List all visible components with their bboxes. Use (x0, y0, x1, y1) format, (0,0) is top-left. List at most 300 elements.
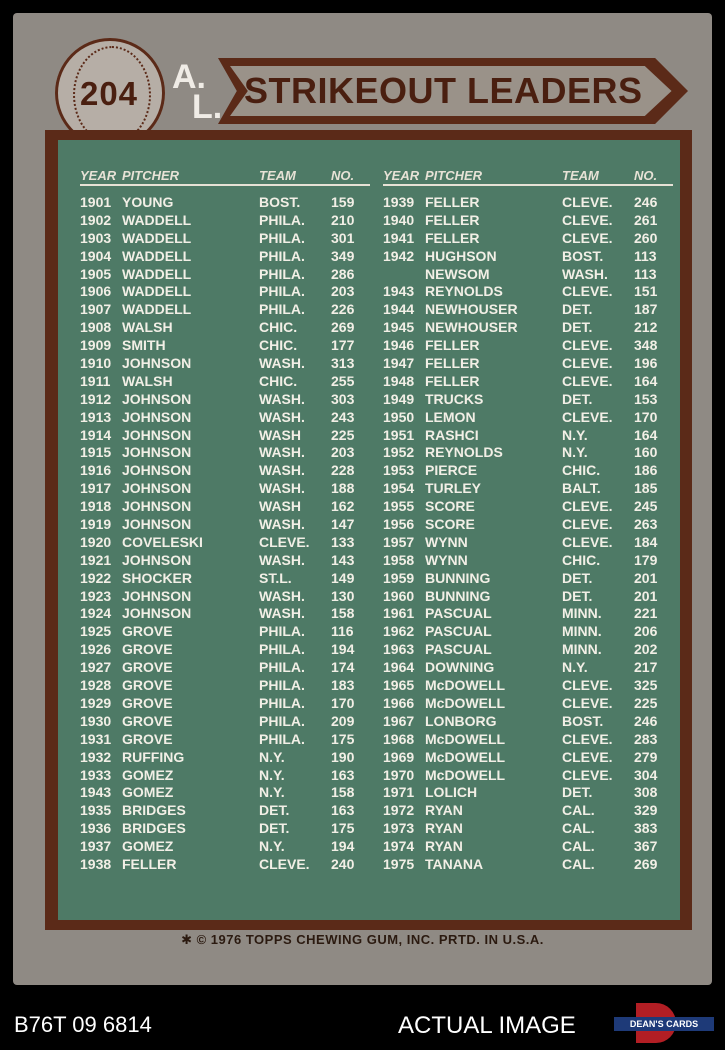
header-team: TEAM (562, 168, 599, 183)
row-team: CAL. (562, 802, 595, 819)
row-year: 1903 (80, 229, 112, 246)
row-number: 153 (634, 390, 658, 407)
row-team: DET. (562, 319, 593, 336)
row-team: WASH. (259, 390, 305, 407)
row-pitcher: JOHNSON (122, 408, 192, 425)
copyright-footer: ✱ © 1976 TOPPS CHEWING GUM, INC. PRTD. IN U.S.A. (181, 932, 544, 947)
table-row (383, 391, 673, 409)
table-row (80, 391, 370, 409)
table-row (383, 641, 673, 659)
row-number: 160 (634, 444, 658, 461)
row-pitcher: JOHNSON (122, 480, 192, 497)
row-number: 303 (331, 390, 355, 407)
row-pitcher: REYNOLDS (425, 444, 503, 461)
row-number: 194 (331, 641, 355, 658)
row-pitcher: McDOWELL (425, 694, 506, 711)
row-pitcher: LOLICH (425, 784, 478, 801)
table-row (80, 695, 370, 713)
column-header (383, 168, 673, 186)
row-number: 246 (634, 712, 658, 729)
row-team: CLEVE. (562, 766, 613, 783)
row-year: 1908 (80, 319, 112, 336)
row-team: N.Y. (562, 659, 588, 676)
table-row (80, 552, 370, 570)
row-year: 1926 (80, 641, 112, 658)
table-row (383, 301, 673, 319)
row-pitcher: REYNOLDS (425, 283, 503, 300)
row-team: BOST. (259, 194, 301, 210)
row-pitcher: RYAN (425, 820, 463, 837)
row-number: 246 (634, 194, 658, 210)
column-header (80, 168, 370, 186)
row-year: 1940 (383, 211, 415, 228)
row-number: 245 (634, 498, 658, 515)
row-year: 1960 (383, 587, 415, 604)
table-row (383, 588, 673, 606)
row-pitcher: JOHNSON (122, 355, 192, 372)
row-year: 1904 (80, 247, 112, 264)
row-pitcher: GROVE (122, 712, 173, 729)
row-year: 1928 (80, 677, 112, 694)
row-number: 130 (331, 587, 355, 604)
table-row (80, 319, 370, 337)
table-row (383, 605, 673, 623)
row-pitcher: GOMEZ (122, 838, 174, 855)
row-year: 1949 (383, 390, 415, 407)
row-number: 194 (331, 838, 355, 855)
row-number: 158 (331, 784, 355, 801)
row-number: 147 (331, 516, 355, 533)
row-number: 113 (634, 247, 657, 264)
row-pitcher: McDOWELL (425, 677, 506, 694)
row-number: 159 (331, 194, 355, 210)
row-pitcher: WADDELL (122, 247, 192, 264)
row-number: 133 (331, 533, 355, 550)
row-number: 209 (331, 712, 355, 729)
row-year: 1951 (383, 426, 415, 443)
table-row (383, 856, 673, 874)
row-number: 201 (634, 587, 658, 604)
row-year: 1907 (80, 301, 112, 318)
row-year: 1930 (80, 712, 112, 729)
inventory-code: B76T 09 6814 (14, 1012, 152, 1037)
row-year: 1956 (383, 516, 415, 533)
table-row (80, 802, 370, 820)
row-year: 1957 (383, 533, 415, 550)
row-number: 162 (331, 498, 355, 515)
row-year: 1910 (80, 355, 112, 372)
row-number: 304 (634, 766, 658, 783)
row-pitcher: WADDELL (122, 265, 192, 282)
row-team: CLEVE. (562, 355, 613, 372)
row-pitcher: McDOWELL (425, 766, 506, 783)
row-number: 240 (331, 855, 355, 872)
row-pitcher: SCORE (425, 516, 475, 533)
row-team: CLEVE. (562, 372, 613, 389)
deans-cards-logo (606, 1003, 716, 1043)
table-row (383, 230, 673, 248)
row-number: 226 (331, 301, 355, 318)
row-team: PHILA. (259, 247, 305, 264)
row-number: 383 (634, 820, 658, 837)
row-number: 175 (331, 820, 355, 837)
row-team: WASH (259, 426, 301, 443)
table-row (80, 534, 370, 552)
row-number: 163 (331, 802, 355, 819)
row-team: BOST. (562, 247, 604, 264)
row-pitcher: FELLER (425, 372, 480, 389)
table-row (80, 767, 370, 785)
header-year: YEAR (80, 168, 117, 183)
row-year: 1905 (80, 265, 112, 282)
row-pitcher: FELLER (122, 855, 177, 872)
table-row (80, 283, 370, 301)
row-year: 1943 (383, 283, 415, 300)
table-row (80, 659, 370, 677)
row-team: DET. (562, 784, 593, 801)
row-team: CLEVE. (562, 533, 613, 550)
row-number: 325 (634, 677, 658, 694)
row-pitcher: RYAN (425, 802, 463, 819)
row-team: CLEVE. (259, 855, 310, 872)
row-team: N.Y. (562, 444, 588, 461)
row-pitcher: NEWSOM (425, 265, 490, 282)
row-pitcher: COVELESKI (122, 533, 203, 550)
header-no: NO. (634, 168, 658, 183)
row-year: 1966 (383, 694, 415, 711)
table-row (80, 570, 370, 588)
card-title: STRIKEOUT LEADERS (244, 70, 643, 111)
leaders-column-right (383, 168, 673, 874)
row-pitcher: WALSH (122, 372, 173, 389)
row-year (383, 266, 425, 284)
row-number: 263 (634, 516, 658, 533)
row-year: 1969 (383, 748, 415, 765)
table-row (80, 588, 370, 606)
row-year: 1948 (383, 372, 415, 389)
row-number: 186 (634, 462, 658, 479)
table-row (383, 767, 673, 785)
row-team: N.Y. (259, 838, 285, 855)
table-row (383, 534, 673, 552)
row-number: 170 (331, 694, 355, 711)
row-year: 1944 (383, 301, 415, 318)
row-team: PHILA. (259, 265, 305, 282)
row-number: 255 (331, 372, 355, 389)
card-number: 204 (79, 75, 139, 112)
row-pitcher: PASCUAL (425, 605, 492, 622)
row-year: 1912 (80, 390, 112, 407)
row-year: 1929 (80, 694, 112, 711)
row-pitcher: PIERCE (425, 462, 478, 479)
row-team: DET. (562, 390, 593, 407)
row-year: 1901 (80, 194, 112, 210)
row-year: 1936 (80, 820, 112, 837)
table-row (80, 641, 370, 659)
row-number: 349 (331, 247, 355, 264)
table-row (383, 480, 673, 498)
row-number: 269 (331, 319, 355, 336)
row-team: DET. (259, 802, 290, 819)
table-row (383, 283, 673, 301)
row-number: 260 (634, 229, 658, 246)
table-row (80, 337, 370, 355)
row-pitcher: HUGHSON (425, 247, 497, 264)
row-team: WASH. (259, 587, 305, 604)
row-team: CHIC. (259, 372, 298, 389)
row-pitcher: BRIDGES (122, 802, 186, 819)
table-row (383, 749, 673, 767)
row-pitcher: LEMON (425, 408, 476, 425)
row-team: CLEVE. (562, 516, 613, 533)
row-year: 1927 (80, 659, 112, 676)
row-number: 225 (331, 426, 355, 443)
row-pitcher: DOWNING (425, 659, 495, 676)
row-year: 1958 (383, 551, 415, 568)
row-pitcher: TURLEY (425, 480, 481, 497)
table-row (80, 820, 370, 838)
table-row (80, 248, 370, 266)
row-year: 1914 (80, 426, 112, 443)
league-letter-a: A. (172, 58, 206, 96)
row-number: 279 (634, 748, 658, 765)
table-row (80, 355, 370, 373)
header-year: YEAR (383, 168, 420, 183)
header-pitcher: PITCHER (425, 168, 483, 183)
row-pitcher: BRIDGES (122, 820, 186, 837)
row-pitcher: GROVE (122, 641, 173, 658)
row-team: CLEVE. (562, 748, 613, 765)
row-team: WASH. (259, 480, 305, 497)
row-number: 308 (634, 784, 658, 801)
table-row (383, 695, 673, 713)
row-year: 1906 (80, 283, 112, 300)
row-pitcher: FELLER (425, 194, 480, 210)
row-pitcher: JOHNSON (122, 462, 192, 479)
row-year: 1918 (80, 498, 112, 515)
row-year: 1974 (383, 838, 415, 855)
table-row (383, 713, 673, 731)
row-number: 149 (331, 569, 355, 586)
table-row (383, 212, 673, 230)
row-year: 1942 (383, 247, 415, 264)
row-number: 329 (634, 802, 658, 819)
row-year: 1972 (383, 802, 415, 819)
row-number: 151 (634, 283, 658, 300)
row-team: WASH. (259, 408, 305, 425)
row-year: 1917 (80, 480, 112, 497)
row-team: CHIC. (259, 337, 298, 354)
row-year: 1921 (80, 551, 112, 568)
row-team: DET. (562, 587, 593, 604)
row-year: 1965 (383, 677, 415, 694)
table-row (383, 552, 673, 570)
row-team: N.Y. (259, 766, 285, 783)
row-pitcher: SHOCKER (122, 569, 193, 586)
row-year: 1935 (80, 802, 112, 819)
row-team: BOST. (562, 712, 604, 729)
leaders-column-left (80, 168, 370, 874)
table-row (383, 820, 673, 838)
header-team: TEAM (259, 168, 296, 183)
row-pitcher: WADDELL (122, 211, 192, 228)
table-row (383, 319, 673, 337)
row-pitcher: SMITH (122, 337, 166, 354)
row-pitcher: FELLER (425, 355, 480, 372)
row-year: 1939 (383, 194, 415, 210)
row-number: 185 (634, 480, 658, 497)
row-number: 158 (331, 605, 355, 622)
row-year: 1952 (383, 444, 415, 461)
table-row (80, 623, 370, 641)
row-team: N.Y. (259, 784, 285, 801)
row-pitcher: JOHNSON (122, 587, 192, 604)
table-row (80, 784, 370, 802)
row-number: 196 (634, 355, 658, 372)
row-number: 177 (331, 337, 355, 354)
row-number: 225 (634, 694, 658, 711)
row-team: CLEVE. (562, 211, 613, 228)
row-year: 1909 (80, 337, 112, 354)
row-number: 201 (634, 569, 658, 586)
row-number: 301 (331, 229, 355, 246)
row-pitcher: GROVE (122, 659, 173, 676)
row-year: 1925 (80, 623, 112, 640)
row-year: 1964 (383, 659, 415, 676)
row-team: PHILA. (259, 211, 305, 228)
row-team: CLEVE. (562, 498, 613, 515)
row-number: 217 (634, 659, 658, 676)
table-row (80, 516, 370, 534)
row-year: 1955 (383, 498, 415, 515)
row-team: MINN. (562, 623, 602, 640)
row-year: 1947 (383, 355, 415, 372)
row-year: 1932 (80, 748, 112, 765)
row-number: 190 (331, 748, 355, 765)
row-pitcher: McDOWELL (425, 748, 506, 765)
row-number: 164 (634, 372, 658, 389)
row-year: 1967 (383, 712, 415, 729)
row-team: PHILA. (259, 694, 305, 711)
row-team: WASH. (259, 605, 305, 622)
row-number: 187 (634, 301, 658, 318)
row-team: N.Y. (562, 426, 588, 443)
row-pitcher: JOHNSON (122, 551, 192, 568)
row-team: PHILA. (259, 659, 305, 676)
row-team: CHIC. (562, 462, 601, 479)
row-pitcher: WALSH (122, 319, 173, 336)
row-year: 1950 (383, 408, 415, 425)
row-year: 1945 (383, 319, 415, 336)
row-pitcher: PASCUAL (425, 641, 492, 658)
row-team: CLEVE. (562, 337, 613, 354)
table-row (80, 713, 370, 731)
table-row (383, 337, 673, 355)
table-row (80, 230, 370, 248)
row-year: 1937 (80, 838, 112, 855)
row-pitcher: JOHNSON (122, 444, 192, 461)
table-row (80, 605, 370, 623)
row-pitcher: JOHNSON (122, 605, 192, 622)
table-row (383, 373, 673, 391)
row-number: 163 (331, 766, 355, 783)
row-team: CHIC. (562, 551, 601, 568)
row-pitcher: TANANA (425, 855, 484, 872)
row-pitcher: WADDELL (122, 283, 192, 300)
row-year: 1920 (80, 533, 112, 550)
row-number: 210 (331, 211, 355, 228)
row-pitcher: JOHNSON (122, 498, 192, 515)
row-year: 1962 (383, 623, 415, 640)
row-pitcher: RYAN (425, 838, 463, 855)
table-row (80, 194, 370, 212)
row-year: 1931 (80, 730, 112, 747)
row-pitcher: FELLER (425, 229, 480, 246)
row-number: 188 (331, 480, 355, 497)
row-team: PHILA. (259, 301, 305, 318)
row-team: CLEVE. (562, 677, 613, 694)
table-row (383, 462, 673, 480)
row-team: WASH. (259, 462, 305, 479)
row-team: CLEVE. (562, 730, 613, 747)
row-team: WASH. (259, 516, 305, 533)
row-year: 1916 (80, 462, 112, 479)
row-number: 348 (634, 337, 658, 354)
table-row (80, 427, 370, 445)
table-row (383, 731, 673, 749)
row-year: 1915 (80, 444, 112, 461)
row-number: 202 (634, 641, 658, 658)
table-row (383, 838, 673, 856)
row-year: 1902 (80, 211, 112, 228)
table-row (383, 409, 673, 427)
row-pitcher: PASCUAL (425, 623, 492, 640)
row-pitcher: WYNN (425, 533, 468, 550)
row-team: DET. (562, 569, 593, 586)
row-pitcher: RASHCI (425, 426, 479, 443)
row-team: WASH. (259, 551, 305, 568)
row-number: 203 (331, 283, 355, 300)
row-year: 1968 (383, 730, 415, 747)
row-pitcher: NEWHOUSER (425, 319, 518, 336)
row-number: 183 (331, 677, 355, 694)
row-pitcher: BUNNING (425, 569, 491, 586)
table-row (383, 194, 673, 212)
row-number: 184 (634, 533, 658, 550)
row-pitcher: TRUCKS (425, 390, 484, 407)
table-row (80, 444, 370, 462)
row-team: PHILA. (259, 641, 305, 658)
table-row (383, 659, 673, 677)
row-number: 174 (331, 659, 355, 676)
row-number: 221 (634, 605, 658, 622)
table-row (383, 570, 673, 588)
row-team: PHILA. (259, 229, 305, 246)
table-row (383, 498, 673, 516)
table-row (383, 677, 673, 695)
row-team: PHILA. (259, 623, 305, 640)
row-team: PHILA. (259, 730, 305, 747)
row-team: CLEVE. (562, 694, 613, 711)
row-pitcher: NEWHOUSER (425, 301, 518, 318)
row-year: 1975 (383, 855, 415, 872)
row-year: 1953 (383, 462, 415, 479)
row-team: CHIC. (259, 319, 298, 336)
row-team: DET. (562, 301, 593, 318)
row-team: CAL. (562, 838, 595, 855)
row-number: 170 (634, 408, 658, 425)
row-number: 283 (634, 730, 658, 747)
